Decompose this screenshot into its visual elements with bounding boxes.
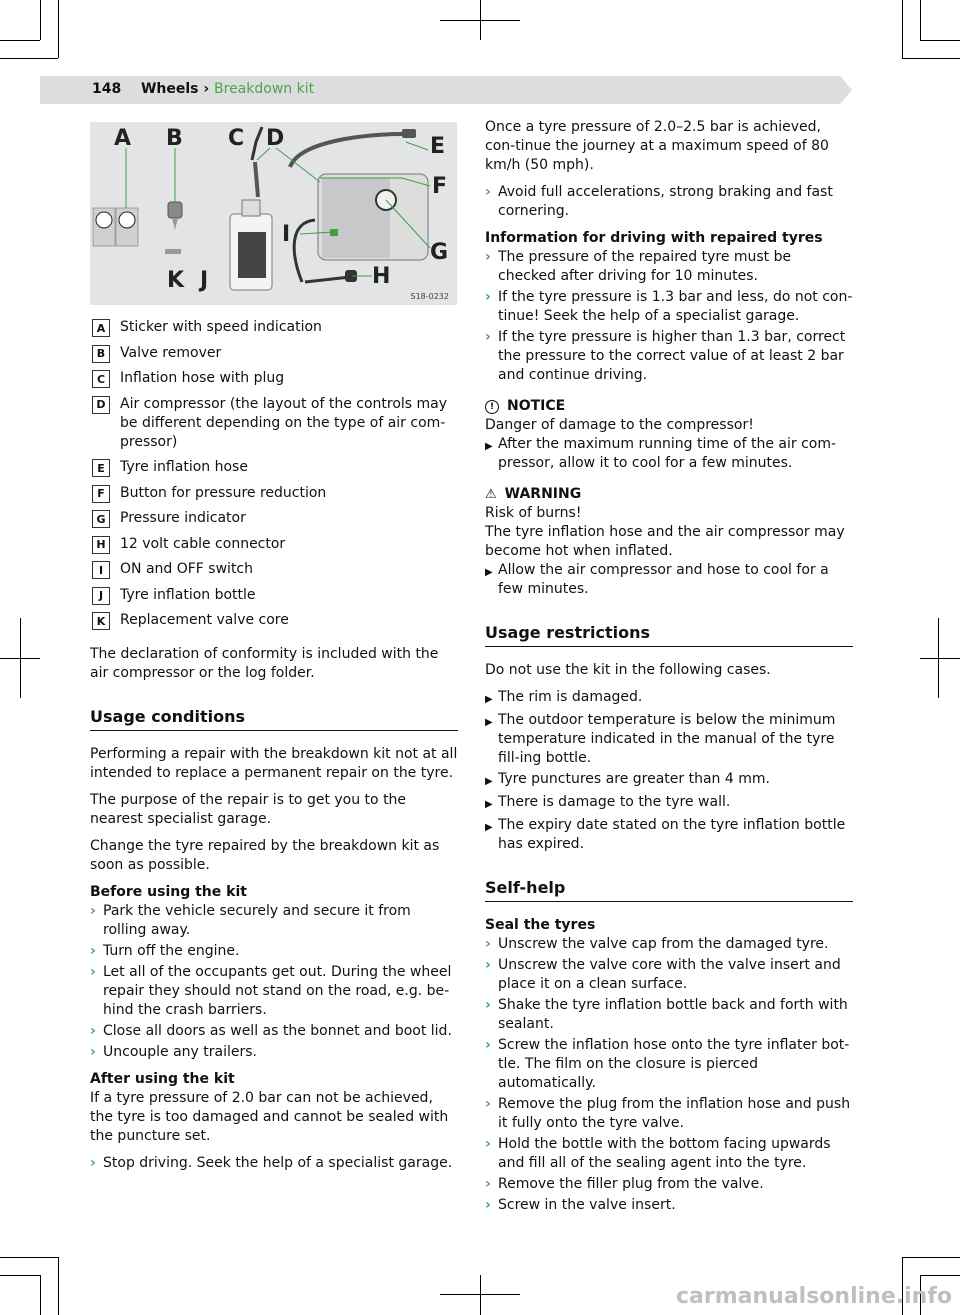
page-header: 148 Wheels › Breakdown kit — [92, 81, 315, 97]
left-column — [90, 645, 458, 1175]
paragraph: Change the tyre repaired by the breakdown kit as soon as possible. — [90, 838, 440, 873]
list-item: ▶ The outdoor temperature is below the minimum temperature indicated in the manual of the tyre fill-ing bottle. — [485, 712, 836, 766]
list-item: › Screw in the valve insert. — [485, 1197, 676, 1213]
paragraph: Do not use the kit in the following cases. — [485, 662, 771, 678]
legend-key: G — [92, 510, 110, 528]
subheading: Before using the kit — [90, 884, 247, 900]
list-item: › Unscrew the valve cap from the damaged tyre. — [485, 936, 829, 952]
legend-item — [92, 611, 457, 630]
callout-a: A — [114, 126, 132, 151]
legend-text: Button for pressure reduction — [120, 484, 327, 501]
callout-g: G — [430, 240, 449, 265]
list-item: › Stop driving. Seek the help of a specialist garage. — [90, 1155, 453, 1171]
legend-item — [92, 458, 457, 477]
list-item: › Unscrew the valve core with the valve insert and place it on a clean surface. — [485, 957, 841, 992]
conformity-text: The declaration of conformity is included with the air compressor or the log folder. — [90, 646, 439, 681]
legend-key: E — [92, 459, 110, 477]
watermark: carmanualsonline.info — [676, 1284, 952, 1309]
list-item: › If the tyre pressure is higher than 1.3 bar, correct the pressure to the correct value of at least 2 bar and continue driving. — [485, 329, 846, 383]
callout-e: E — [430, 134, 446, 159]
info-icon: ! — [485, 400, 499, 414]
list-item: ▶ The expiry date stated on the tyre inflation bottle has expired. — [485, 817, 846, 852]
list-item: ▶ There is damage to the tyre wall. — [485, 794, 731, 810]
legend-item — [92, 509, 457, 528]
list-item: ▶ Allow the air compressor and hose to cool for a few minutes. — [485, 562, 829, 597]
list-item: › Remove the plug from the inflation hose and push it fully onto the tyre valve. — [485, 1096, 851, 1131]
legend-item — [92, 484, 457, 503]
legend-item — [92, 560, 457, 579]
legend-text: Air compressor (the layout of the controls may be different depending on the type of air com-pressor) — [120, 395, 448, 450]
legend-item — [92, 369, 457, 388]
subheading: After using the kit — [90, 1071, 235, 1087]
paragraph: Performing a repair with the breakdown kit not at all intended to replace a permanent repair on the tyre. — [90, 746, 458, 781]
list-item: › If the tyre pressure is 1.3 bar and less, do not con-tinue! Seek the help of a specialist garage. — [485, 289, 853, 324]
legend-item — [92, 344, 457, 363]
legend-text: ON and OFF switch — [120, 561, 253, 577]
legend-key: C — [92, 370, 110, 388]
breakdown-kit-figure — [90, 122, 457, 305]
list-item: › Remove the filler plug from the valve. — [485, 1176, 764, 1192]
list-item: › Uncouple any trailers. — [90, 1044, 257, 1060]
page-number: 148 — [92, 81, 122, 97]
legend-text: Pressure indicator — [120, 510, 246, 526]
list-item: › Screw the inflation hose onto the tyre inflater bot-tle. The film on the closure is pierced automatically. — [485, 1037, 850, 1091]
callout-c: C — [228, 126, 245, 151]
legend-key: I — [92, 561, 110, 579]
callout-i: I — [282, 222, 291, 247]
list-item: ▶ Tyre punctures are greater than 4 mm. — [485, 771, 770, 787]
list-item: › Shake the tyre inflation bottle back and forth with sealant. — [485, 997, 848, 1032]
legend-item — [92, 586, 457, 605]
list-item: › Let all of the occupants get out. During the wheel repair they should not stand on the road, e.g. be-hind the crash barriers. — [90, 964, 452, 1018]
legend-item — [92, 535, 457, 554]
self-help-heading: Self-help — [485, 878, 853, 902]
subheading: Seal the tyres — [485, 917, 596, 933]
warning-text: The tyre inflation hose and the air compressor may become hot when inflated. — [485, 524, 845, 559]
legend-text: Tyre inflation bottle — [120, 586, 256, 603]
paragraph: If a tyre pressure of 2.0 bar can not be achieved, the tyre is too damaged and cannot be sealed with the puncture set. — [90, 1090, 449, 1144]
legend-text: Inflation hose with plug — [120, 370, 285, 386]
list-item: ▶ The rim is damaged. — [485, 689, 643, 705]
paragraph: The purpose of the repair is to get you to the nearest specialist garage. — [90, 792, 407, 827]
callout-b: B — [166, 126, 183, 151]
breadcrumb-subsection: Breakdown kit — [214, 81, 315, 97]
legend-item — [92, 395, 457, 452]
callout-f: F — [432, 174, 448, 199]
legend-text: Valve remover — [120, 344, 222, 361]
legend-key: B — [92, 345, 110, 363]
list-item: › Park the vehicle securely and secure it from rolling away. — [90, 903, 411, 938]
legend-item — [92, 318, 457, 337]
legend-key: H — [92, 536, 110, 554]
legend-key: D — [92, 396, 110, 414]
callout-d: D — [266, 126, 285, 151]
callout-j: J — [200, 268, 209, 293]
list-item: › Close all doors as well as the bonnet and boot lid. — [90, 1023, 452, 1039]
warning-heading: ⚠ WARNING — [485, 486, 582, 502]
list-item: › The pressure of the repaired tyre must be checked after driving for 10 minutes. — [485, 249, 792, 284]
right-column — [485, 118, 853, 1217]
legend-key: F — [92, 485, 110, 503]
paragraph: Once a tyre pressure of 2.0–2.5 bar is achieved, con-tinue the journey at a maximum speed of 80 km/h (50 mph). — [485, 119, 829, 173]
list-item: › Avoid full accelerations, strong braking and fast cornering. — [485, 184, 833, 219]
list-item: ▶ After the maximum running time of the air com-pressor, allow it to cool for a few minutes. — [485, 436, 837, 471]
figure-code: S18-0232 — [410, 292, 449, 301]
warning-icon: ⚠ — [485, 487, 497, 502]
section-title: Wheels — [140, 81, 199, 97]
legend-key: K — [92, 612, 110, 630]
legend-text: Sticker with speed indication — [120, 319, 322, 335]
notice-text: Danger of damage to the compressor! — [485, 417, 754, 433]
usage-conditions-heading: Usage conditions — [90, 707, 458, 731]
notice-heading: ! NOTICE — [485, 397, 853, 416]
usage-restrictions-heading: Usage restrictions — [485, 623, 853, 647]
legend-text: Tyre inflation hose — [120, 459, 248, 475]
legend-text: Replacement valve core — [120, 612, 289, 628]
subheading: Information for driving with repaired tyres — [485, 230, 823, 246]
legend-key: J — [92, 587, 110, 605]
list-item: › Turn off the engine. — [90, 943, 240, 959]
callout-h: H — [372, 264, 391, 289]
callout-k: K — [167, 268, 185, 293]
legend-text: 12 volt cable connector — [120, 535, 286, 552]
figure-legend — [92, 318, 457, 637]
warning-text: Risk of burns! — [485, 505, 582, 521]
list-item: › Hold the bottle with the bottom facing upwards and fill all of the sealing agent into the tyre. — [485, 1136, 831, 1171]
header-arrow — [840, 76, 852, 104]
legend-key: A — [92, 319, 110, 337]
